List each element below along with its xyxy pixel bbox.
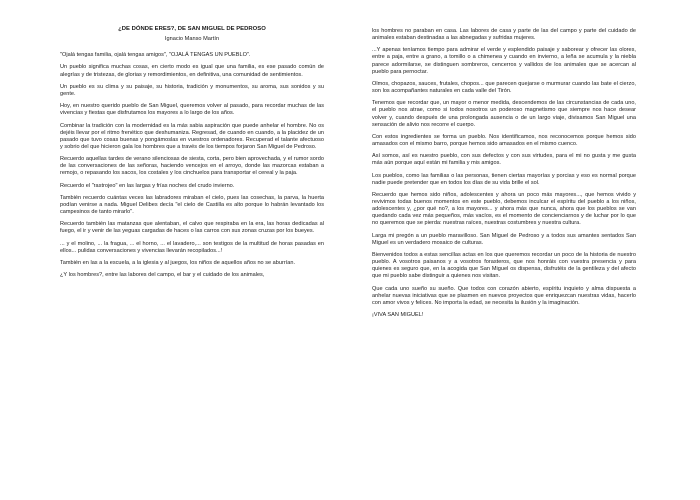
paragraph: Recuerdo que hemos sido niños, adolescentes y ahora un poco más mayores..., que hemos vivido y revivimos todas buenos momentos en este pueblo, debemos inculcar el espíritu del pueblo a los niños, adolescentes y, ¿por qué no?, a los mayores... y ahora más que nunca, ahora que los pueblos se van quedando cada vez más pequeños, más vacíos, es el momento de concienciarnos y de luchar por lo que no queremos que se pierda: nuestras raíces, nuestras costumbres y nuestra cultura. [372, 192, 636, 227]
paragraph: Bienvenidos todos a estas sencillas actas en los que queremos recordar un poco de la historia de nuestro pueblo. A vosotros paisanos y a vosotros forasteros, que nos honráis con vuestra presencia y para quienes es seguro que, en la acogida que San Miguel os dispensa, disfrutéis de la gentileza y del afecto que mi pueblo sabe distinguir a quienes nos visitan. [372, 252, 636, 280]
paragraph: También en las a la escuela, a la iglesia y al juegos, los niños de aquellos años no se aburrían. [60, 260, 296, 267]
paragraph: ¿Y los hombres?, entre las labores del campo, el bar y el cuidado de los animales, [60, 272, 265, 279]
paragraph: Un pueblo significa muchas cosas, en cierto modo es igual que una familia, es ese pasado común de alegrías y de tristezas, de glorias y remordimientos, en definitiva, una comunidad de sentimientos. [60, 64, 324, 78]
paragraph: Hoy, en nuestro querido pueblo de San Miguel, queremos volver al pasado, para recordar muchas de las vivencias y fiestas que disfrutamos los mayores a lo largo de los años. [60, 103, 324, 117]
paragraph: También recuerdo cuántas veces las labradores miraban el cielo, pues las cosechas, la parva, la huerta podían venirse a nada. Miguel Delibes decía "el cielo de Castilla es alto porque lo habrán levantado los campesinos de tanto mirarlo". [60, 194, 324, 216]
closing-exclamation: ¡VIVA SAN MIGUEL! [372, 312, 424, 319]
paragraph: Recuerdo aquellas tardes de verano silenciosas de siesta, corta, pero bien aprovechada, y el rumor sordo de las conversaciones de las señoras, haciendo vencejos en el arroyo, donde las mazorcas estaban a remojo, o repasando los sacos, los costales y los cinchuelos para transportar el cereal y la paja. [60, 156, 324, 177]
paragraph: Tenemos que recordar que, un mayor o menor medida, descendemos de las circunstancias de cada uno, el pueblo nos atrae, como si todos nosotros un poderoso magnetismo que siempre nos hace desear volver y, cuando después de una prolongada ausencia o de un largo viaje, divisamos San Miguel una sensación de alivio nos recorre el cuerpo. [372, 100, 636, 128]
paragraph: Olmos, chopazos, sauces, frutales, chopos... que parecen quejarse o murmurar cuando las bate el cierzo, son los acompañantes naturales en cada valle del Tirón. [372, 80, 636, 95]
paragraph: Recuerdo también las matanzas que alentaban, el calvo que respiraba en la era, las horas dedicadas al fuego, el ir y venir de las yeguas cargadas de haces o las carros con sus zonas cruzas por los bueyes. [60, 221, 324, 235]
paragraph: Un pueblo es su clima y su paisaje, su historia, tradición y monumentos, su aroma, sus sonidos y su gente. [60, 83, 324, 97]
paragraph: Que cada uno sueño su sueño. Que todos con corazón abierto, espíritu inquieto y alma dispuesta a anhelar nuevas iniciativas que se plasmen en nuevos proyectos que enriquezcan nuestras vidas, hacerlo con amor vivos y felices. No importa la edad, se necesita la ilusión y la imaginación. [372, 285, 636, 306]
paragraph: Recuerdo el "rastrojeo" en las largas y frías noches del crudo invierno. [60, 182, 235, 189]
paragraph: Así somos, así es nuestro pueblo, con sus defectos y con sus virtudes, para el mi no gusta y me gusta más aún porque aquí están mi familia y mis amigos. [372, 153, 636, 167]
left-column [60, 26, 324, 285]
paragraph: Con estos ingredientes se forma un pueblo. Nos identificamos, nos reconocemos porque hemos sido amasados con el mismo barro, porque hemos sido amasados en el mismo cuenco. [372, 133, 636, 147]
paragraph: Combinar la tradición con la modernidad es la más sabia aspiración que puede anhelar el hombre. No os dejéis llevar por el ritmo frenético que deshumaniza. Regresad, de cuando en cuando, a la placidez de un pasado que tuvo cosas buenas y pongámoslas en vuestros ordenadores. Recuperad el talante afectuoso y sobrio del que hicieron gala los hombres que a través de los tiempos forjaron San Miguel de Pedroso. [60, 122, 324, 150]
paragraph: ... y el molino, ... la fragua, ... el horno, ... el lavadero,... son testigos de la multitud de horas pasadas en ellos... pulidas conversaciones y vivencias llevarán recopilados...! [60, 240, 324, 254]
paragraph: ...Y apenas teníamos tiempo para admirar el verde y esplendido paisaje y saborear y ofrecer las olores, entre a paja, entre a grano, a tomillo o a chimenea y cuando en invierno, a leña se acumula y la niebla parece adormilarse, se distinguen sombreros, cencerros y vallidos de los animales que se acercan al pueblo para pernoctar. [372, 47, 636, 75]
paragraph: Los pueblos, como las familias o las personas, tienen ciertas mayorías y porcias y eso es normal porque nadie puede pretender que en todos los días de su vida brille el sol. [372, 172, 636, 186]
paragraph: Larga mi pregón a un pueblo maravilloso. San Miguel de Pedroso y a todos sus amantes sentados San Miguel es un verdadero mosaico de culturas. [372, 232, 636, 246]
right-column [372, 28, 636, 324]
paragraph: los hombres no paraban en casa. Las labores de casa y parte de las del campo y parte del cuidado de animales estaban destinadas a las abnegadas y sufridas mujeres. [372, 28, 636, 42]
document-author: Ignacio Manso Martín [164, 36, 220, 43]
document-title: ¿DE DÓNDE ERES?, DE SAN MIGUEL DE PEDROSO [118, 26, 266, 32]
paragraph: "Ojalá tengas familia, ojalá tengas amigos", "OJALÁ TENGAS UN PUEBLO". [60, 52, 251, 59]
